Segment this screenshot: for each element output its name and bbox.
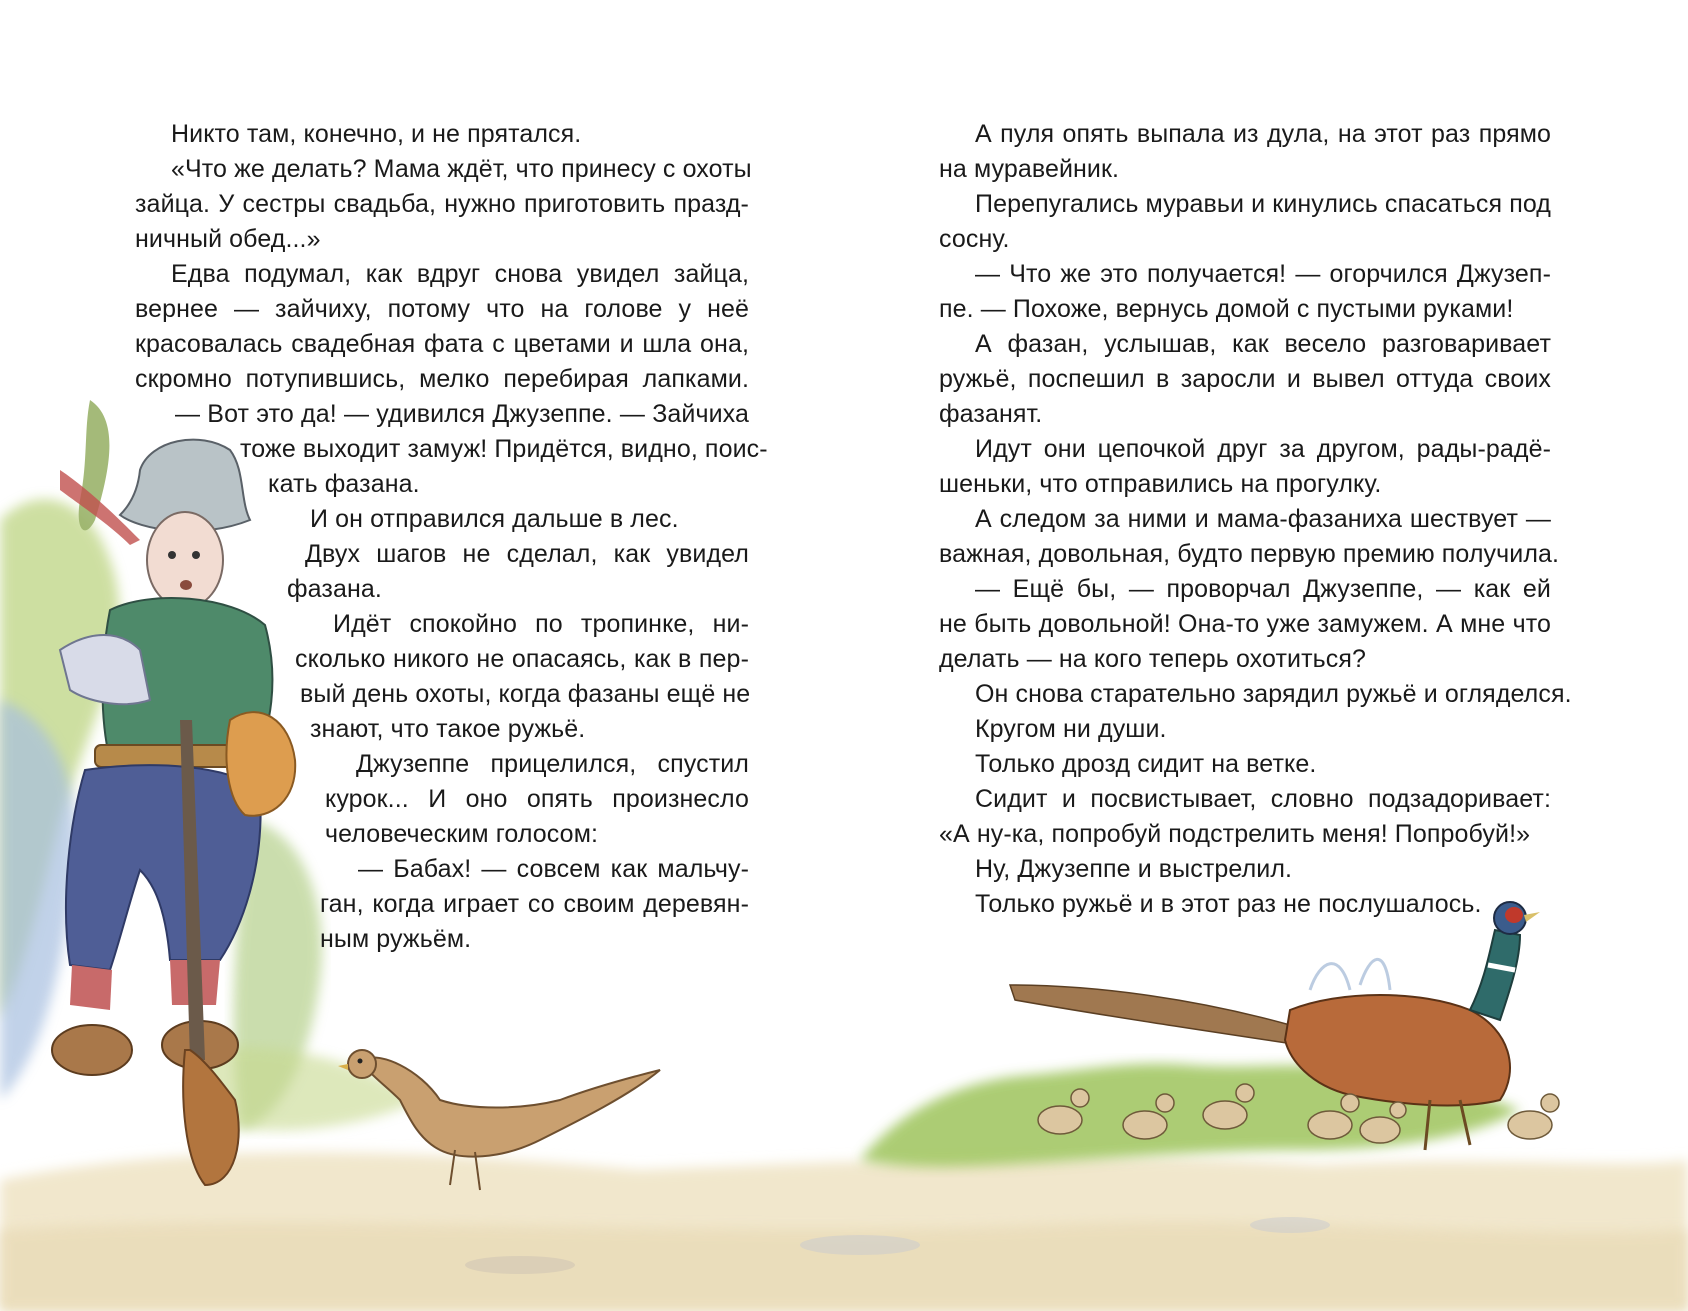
text-line: человеческим голосом: [325,820,599,848]
text-line: пе. — Похоже, вернусь домой с пустыми руками! [939,295,1514,323]
text-line: вый день охоты, когда фазаны ещё не [300,680,751,708]
text-line: фазанят. [939,400,1043,428]
text-line: скромно потупившись, мелко перебирая лапками. [135,365,749,393]
text-line: Только дрозд сидит на ветке. [975,750,1317,778]
text-line: курок... И оно опять произнесло [325,785,749,813]
text-line: Идут они цепочкой друг за другом, рады-радё- [975,435,1551,463]
text-line: Джузеппе прицелился, спустил [356,750,749,778]
text-line: ружьё, поспешил в заросли и вывел оттуда своих [939,365,1551,393]
text-line: — Ещё бы, — проворчал Джузеппе, — как ей [975,575,1551,603]
text-line: — Вот это да! — удивился Джузеппе. — Зайчиха [175,400,749,428]
text-line: «А ну-ка, попробуй подстрелить меня! Попробуй!» [939,820,1531,848]
text-line: Идёт спокойно по тропинке, ни- [333,610,749,638]
text-line: не быть довольной! Она-то уже замужем. А мне что [939,610,1551,638]
text-line: красовалась свадебная фата с цветами и шла она, [135,330,749,358]
text-line: Перепугались муравьи и кинулись спасаться под [975,190,1551,218]
text-line: А пуля опять выпала из дула, на этот раз прямо [975,120,1551,148]
text-line: зайца. У сестры свадьба, нужно приготовить празд- [135,190,749,218]
text-line: ным ружьём. [320,925,472,953]
ground-wash [0,1153,1688,1311]
text-line: И он отправился дальше в лес. [310,505,679,533]
text-line: Сидит и посвистывает, словно подзадоривает: [975,785,1551,813]
text-line: — Бабах! — совсем как мальчу- [358,855,749,883]
text-line: Никто там, конечно, и не прятался. [171,120,582,148]
text-line: Кругом ни души. [975,715,1167,743]
text-line: важная, довольная, будто первую премию получила. [939,540,1560,568]
text-line: ничный обед...» [135,225,321,253]
text-line: вернее — зайчиху, потому что на голове у неё [135,295,749,323]
text-line: тоже выходит замуж! Придётся, видно, поис- [240,435,768,463]
text-line: знают, что такое ружьё. [310,715,586,743]
text-line: А фазан, услышав, как весело разговаривает [975,330,1551,358]
text-line: делать — на кого теперь охотиться? [939,645,1366,673]
text-line: сосну. [939,225,1010,253]
text-line: Двух шагов не сделал, как увидел [305,540,749,568]
text-line: сколько никого не опасаясь, как в пер- [295,645,749,673]
text-line: — Что же это получается! — огорчился Джузеп- [975,260,1551,288]
text-line: Он снова старательно зарядил ружьё и огляделся. [975,680,1572,708]
text-line: на муравейник. [939,155,1120,183]
text-line: ган, когда играет со своим деревян- [320,890,749,918]
text-line: А следом за ними и мама-фазаниха шествует — [975,505,1551,533]
text-line: «Что же делать? Мама ждёт, что принесу с охоты [171,155,752,183]
text-line: Только ружьё и в этот раз не послушалось. [975,890,1482,918]
text-line: Ну, Джузеппе и выстрелил. [975,855,1293,883]
text-line: шеньки, что отправились на прогулку. [939,470,1382,498]
text-line: фазана. [287,575,382,603]
text-line: Едва подумал, как вдруг снова увидел зайца, [171,260,749,288]
text-line: кать фазана. [268,470,420,498]
